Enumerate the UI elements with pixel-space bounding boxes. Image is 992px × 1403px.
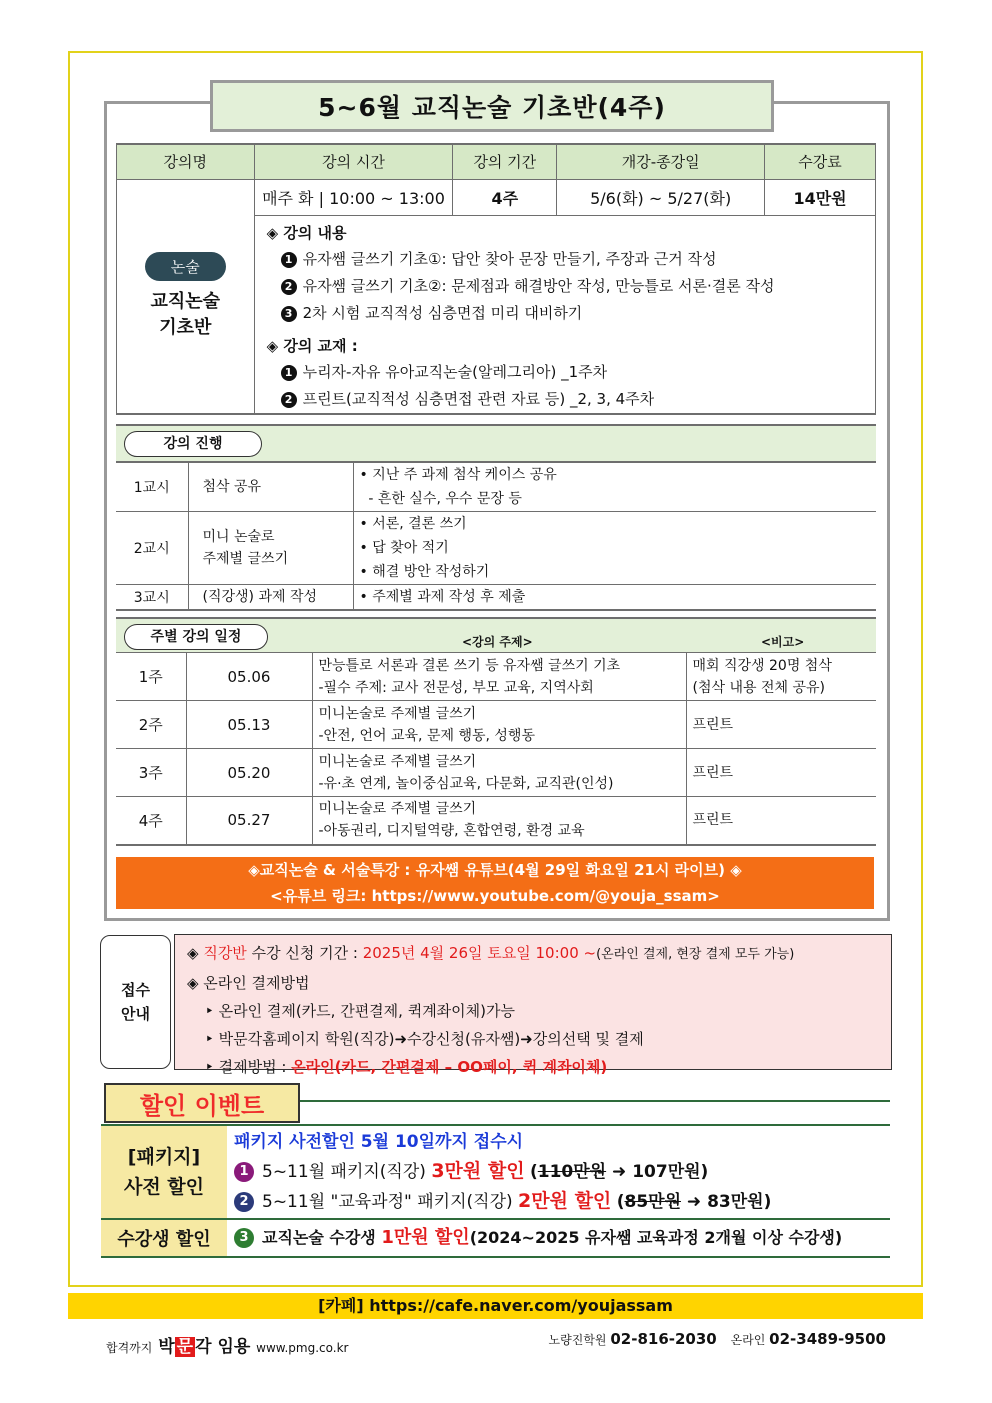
progress-bar-header	[116, 424, 876, 462]
table-row	[116, 585, 876, 611]
payment-line: ‣ 박문각홈페이지 학원(직강)➜수강신청(유자쌤)➜강의선택 및 결제	[205, 1030, 644, 1048]
topic-cell: 미니논술로 주제별 글쓰기 -유·초 연계, 놀이중심교육, 다문화, 교직관(인성)	[312, 749, 686, 797]
content-item: 1 유자쌤 글쓰기 기초①: 답안 찾아 문장 만들기, 주장과 근거 작성	[267, 246, 875, 273]
table-row	[116, 701, 876, 749]
session-name: 첨삭 공유	[188, 463, 353, 512]
number-icon: 3	[234, 1228, 254, 1248]
divider	[101, 1256, 890, 1258]
course-description	[254, 215, 875, 414]
brand-logo: 합격까지 박 문 각 임용 www.pmg.co.kr	[106, 1337, 349, 1357]
period-cell: 3교시	[116, 585, 188, 611]
textbook-item: 1 누리자-자유 유아교직논술(알레그리아) _1주차	[267, 359, 875, 386]
number-icon: 3	[281, 306, 297, 322]
student-discount-details: 3 교직논술 수강생 1만원 할인(2024~2025 유자쌤 교육과정 2개월 이상 수강생)	[234, 1220, 890, 1256]
header-dates: 개강-종강일	[557, 144, 765, 179]
number-icon: 2	[281, 279, 297, 295]
period-cell: 2교시	[116, 512, 188, 585]
registration-period: ◈ 직강반 수강 신청 기간 : 2025년 4월 26일 토요일 10:00 ~(온라인 결제, 현장 결제 모두 가능)	[187, 944, 795, 962]
footer	[106, 1326, 896, 1356]
note-cell: 프린트	[686, 797, 876, 845]
youtube-link[interactable]: <유튜브 링크: https://www.youtube.com/@youja_ssam>	[270, 887, 720, 905]
period-cell: 1교시	[116, 463, 188, 512]
cafe-link[interactable]: [카페] https://cafe.naver.com/youjassam	[68, 1293, 923, 1319]
date-cell: 05.06	[186, 653, 312, 701]
header-time: 강의 시간	[254, 144, 453, 179]
reception-label: 접수 안내	[100, 935, 171, 1069]
course-time: 매주 화 | 10:00 ~ 13:00	[254, 179, 453, 215]
table-row	[116, 749, 876, 797]
textbook-item: 2 프린트(교직적성 심층면접 관련 자료 등) _2, 3, 4주차	[267, 386, 875, 413]
header-fee: 수강료	[765, 144, 876, 179]
package-item: 2 5~11월 "교육과정" 패키지(직강) 2만원 할인 (85만원 ➜ 83만원)	[234, 1187, 890, 1217]
table-row	[116, 463, 876, 512]
package-label: [패키지] 사전 할인	[101, 1126, 227, 1218]
number-icon: 1	[281, 252, 297, 268]
package-heading: 패키지 사전할인 5월 10일까지 접수시	[234, 1132, 524, 1152]
course-period: 4주	[453, 179, 557, 215]
website-link[interactable]: www.pmg.co.kr	[256, 1341, 349, 1355]
date-cell: 05.13	[186, 701, 312, 749]
content-item: 3 2차 시험 교직적성 심층면접 미리 대비하기	[267, 300, 875, 327]
divider	[300, 1100, 890, 1102]
week-cell: 4주	[116, 797, 186, 845]
topic-header: <강의 주제>	[462, 635, 533, 649]
content-heading: ◈ 강의 내용	[266, 223, 347, 242]
payment-heading: ◈ 온라인 결제방법	[187, 974, 310, 992]
week-cell: 3주	[116, 749, 186, 797]
course-fee: 14만원	[765, 179, 876, 215]
course-dates: 5/6(화) ~ 5/27(화)	[557, 179, 765, 215]
payment-line: ‣ 온라인 결제(카드, 간편결제, 퀵계좌이체)가능	[205, 1002, 515, 1020]
content-item: 2 유자쌤 글쓰기 기초②: 문제점과 해결방안 작성, 만능틀로 서론·결론 작성	[267, 273, 875, 300]
topic-cell: 미니논술로 주제별 글쓰기 -안전, 언어 교육, 문제 행동, 성행동	[312, 701, 686, 749]
session-details: • 주제별 과제 작성 후 제출	[353, 585, 876, 611]
table-row	[116, 653, 876, 701]
progress-label: 강의 진행	[124, 431, 262, 457]
table-row	[116, 512, 876, 585]
number-icon: 2	[281, 392, 297, 408]
youtube-banner	[116, 857, 874, 909]
course-name-line2: 기초반	[159, 316, 212, 338]
note-cell: 프린트	[686, 701, 876, 749]
package-details	[234, 1128, 890, 1217]
number-icon: 1	[281, 365, 297, 381]
topic-cell: 미니논술로 주제별 글쓰기 -아동권리, 디지털역량, 혼합연령, 환경 교육	[312, 797, 686, 845]
page-title: 5~6월 교직논술 기초반(4주)	[210, 80, 774, 132]
contact-info: 노량진학원 02-816-2030 온라인 02-3489-9500	[548, 1330, 886, 1348]
number-icon: 1	[234, 1162, 254, 1182]
session-details: • 지난 주 과제 첨삭 케이스 공유 - 흔한 실수, 우수 문장 등	[353, 463, 876, 512]
course-name-cell	[117, 179, 255, 414]
course-badge: 논술	[145, 252, 226, 281]
session-name: (직강생) 과제 작성	[188, 585, 353, 611]
progress-table	[116, 462, 876, 611]
week-cell: 2주	[116, 701, 186, 749]
note-header: <비고>	[761, 635, 805, 649]
session-details: • 서론, 결론 쓰기 • 답 찾아 적기 • 해결 방안 작성하기	[353, 512, 876, 585]
event-title: 할인 이벤트	[104, 1083, 300, 1123]
session-name: 미니 논술로 주제별 글쓰기	[188, 512, 353, 585]
weekly-label: 주별 강의 일정	[124, 624, 268, 650]
package-item: 1 5~11월 패키지(직강) 3만원 할인 (110만원 ➜ 107만원)	[234, 1157, 890, 1187]
topic-cell: 만능틀로 서론과 결론 쓰기 등 유자쌤 글쓰기 기초 -필수 주제: 교사 전문성, 부모 교육, 지역사회	[312, 653, 686, 701]
note-cell: 매회 직강생 20명 첨삭 (첨삭 내용 전체 공유)	[686, 653, 876, 701]
table-row	[116, 797, 876, 845]
weekly-bar-header	[116, 617, 876, 653]
academy-phone: 02-816-2030	[610, 1330, 717, 1348]
course-name-line1: 교직논술	[150, 290, 221, 312]
textbook-heading: ◈ 강의 교재 :	[266, 336, 358, 355]
student-discount-label: 수강생 할인	[101, 1220, 227, 1256]
date-cell: 05.20	[186, 749, 312, 797]
course-info-table	[116, 143, 876, 415]
payment-method: ‣ 결제방법 : 온라인(카드, 간편결제 – OO페이, 퀵 계좌이체)	[205, 1058, 608, 1076]
youtube-line: ◈교직논술 & 서술특강 : 유자쌤 유튜브(4월 29일 화요일 21시 라이브) ◈	[248, 861, 742, 879]
note-cell: 프린트	[686, 749, 876, 797]
header-period: 강의 기간	[453, 144, 557, 179]
online-phone: 02-3489-9500	[769, 1330, 886, 1348]
week-cell: 1주	[116, 653, 186, 701]
header-course-name: 강의명	[117, 144, 255, 179]
weekly-table	[116, 652, 876, 846]
reception-info	[174, 934, 892, 1076]
date-cell: 05.27	[186, 797, 312, 845]
number-icon: 2	[234, 1192, 254, 1212]
